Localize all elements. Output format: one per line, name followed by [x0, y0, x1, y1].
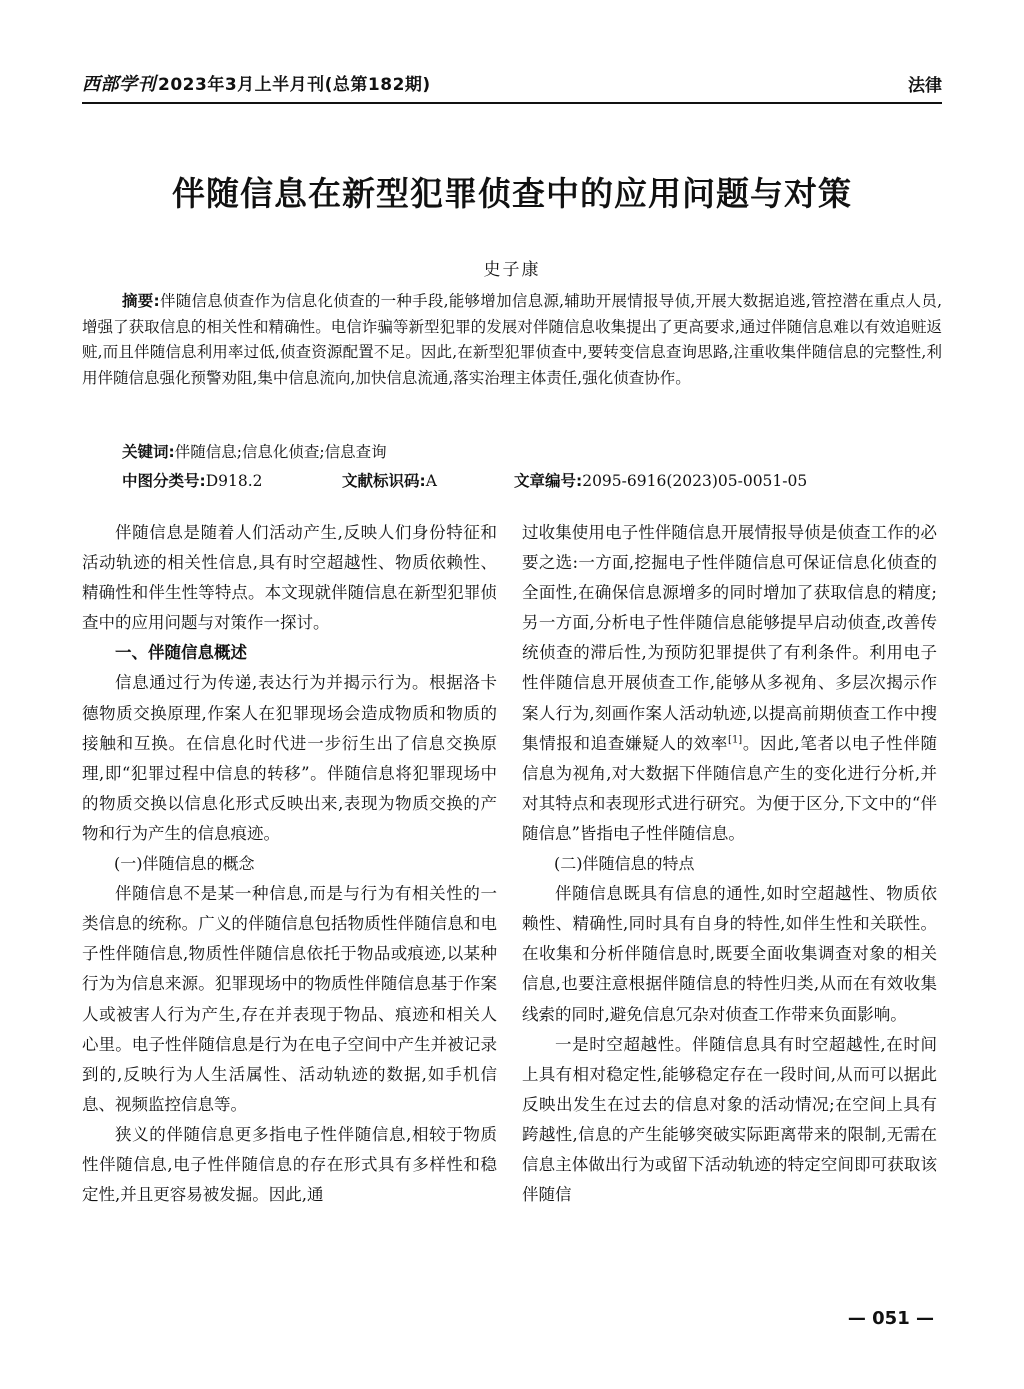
journal-name: 西部学刊	[82, 74, 156, 95]
clc-label: 中图分类号:	[122, 472, 206, 490]
doc-label: 文献标识码:	[342, 472, 426, 490]
paragraph: 伴随信息既具有信息的通性,如时空超越性、物质依赖性、精确性,同时具有自身的特性,如伴生性和关联性。在收集和分析伴随信息时,既要全面收集调查对象的相关信息,也要注意根据伴随信息的特性归类,从而在有效收集线索的同时,避免信息冗杂对侦查工作带来负面影响。	[522, 884, 937, 1024]
clc-value: D918.2	[205, 472, 263, 490]
keywords-text: 伴随信息;信息化侦查;信息查询	[174, 443, 387, 461]
paragraph: 伴随信息不是某一种信息,而是与行为有相关性的一类信息的统称。广义的伴随信息包括物质性伴随信息和电子性伴随信息,物质性伴随信息依托于物品或痕迹,以某种行为为信息来源。犯罪现场中的物质性伴随信息基于作案人或被害人行为产生,存在并表现于物品、痕迹和相关人心里。电子性伴随信息是行为在电子空间中产生并被记录到的,反映行为人生活属性、活动轨迹的数据,如手机信息、视频监控信息等。	[82, 884, 497, 1114]
subsection-heading: (一)伴随信息的概念	[114, 854, 255, 874]
section-heading: 一、伴随信息概述	[115, 643, 247, 663]
keywords	[122, 440, 387, 462]
abstract	[82, 289, 942, 391]
abstract-label: 摘要:	[122, 292, 160, 310]
paragraph-text: 。因此,笔者以电子性伴随信息为视角,对大数据下伴随信息产生的变化进行分析,并对其特点和表现形式进行研究。为便于区分,下文中的“伴随信息”皆指电子性伴随信息。	[522, 733, 938, 843]
paragraph: 信息通过行为传递,表达行为并揭示行为。根据洛卡德物质交换原理,作案人在犯罪现场会造成物质和物质的接触和互换。在信息化时代进一步衍生出了信息交换原理,即“犯罪过程中信息的转移”。伴随信息将犯罪现场中的物质交换以信息化形式反映出来,表现为物质交换的产物和行为产生的信息痕迹。	[82, 673, 497, 843]
issue-info: 2023年3月上半月刊(总第182期)	[158, 75, 431, 95]
article-value: 2095-6916(2023)05-0051-05	[582, 472, 808, 490]
section-tag: 法律	[908, 76, 942, 96]
journal-issue	[82, 70, 431, 96]
paragraph: 伴随信息是随着人们活动产生,反映人们身份特征和活动轨迹的相关性信息,具有时空超越性、物质依赖性、精确性和伴生性等特点。本文现就伴随信息在新型犯罪侦查中的应用问题与对策作一探讨。	[82, 523, 497, 633]
citation-ref: [1]	[728, 734, 743, 746]
paragraph: 狭义的伴随信息更多指电子性伴随信息,相较于物质性伴随信息,电子性伴随信息的存在形式具有多样性和稳定性,并且更容易被发掘。因此,通	[82, 1124, 497, 1205]
subsection-heading: (二)伴随信息的特点	[554, 854, 695, 874]
page-number: — 051 —	[847, 1308, 934, 1329]
author-name: 史子康	[483, 260, 541, 280]
paragraph-continued	[522, 518, 937, 849]
keywords-label: 关键词:	[122, 443, 175, 461]
running-header	[82, 68, 942, 104]
article-number	[514, 469, 807, 491]
right-column	[522, 518, 937, 1210]
left-column	[82, 518, 497, 1210]
doc-value: A	[425, 472, 437, 490]
article-title: 伴随信息在新型犯罪侦查中的应用问题与对策	[172, 174, 852, 213]
abstract-text: 伴随信息侦查作为信息化侦查的一种手段,能够增加信息源,辅助开展情报导侦,开展大数据追逃,管控潜在重点人员,增强了获取信息的相关性和精确性。电信诈骗等新型犯罪的发展对伴随信息收集提出了更高要求,通过伴随信息难以有效追赃返赃,而且伴随信息利用率过低,侦查资源配置不足。因此,在新型犯罪侦查中,要转变信息查询思路,注重收集伴随信息的完整性,利用伴随信息强化预警劝阻,集中信息流向,加快信息流通,落实治理主体责任,强化侦查协作。	[82, 292, 942, 387]
paragraph: 一是时空超越性。伴随信息具有时空超越性,在时间上具有相对稳定性,能够稳定存在一段时间,从而可以据此反映出发生在过去的信息对象的活动情况;在空间上具有跨越性,信息的产生能够突破实际距离带来的限制,无需在信息主体做出行为或留下活动轨迹的特定空间即可获取该伴随信	[522, 1034, 937, 1205]
article-label: 文章编号:	[514, 472, 583, 490]
clc-code	[122, 469, 263, 491]
doc-code	[342, 469, 437, 491]
paragraph-text: 过收集使用电子性伴随信息开展情报导侦是侦查工作的必要之选:一方面,挖掘电子性伴随信息可保证信息化侦查的全面性,在确保信息源增多的同时增加了获取信息的精度;另一方面,分析电子性伴随信息能够提早启动侦查,改善传统侦查的滞后性,为预防犯罪提供了有利条件。利用电子性伴随信息开展侦查工作,能够从多视角、多层次揭示作案人行为,刻画作案人活动轨迹,以提高前期侦查工作中搜集情报和追查嫌疑人的效率	[522, 523, 937, 753]
